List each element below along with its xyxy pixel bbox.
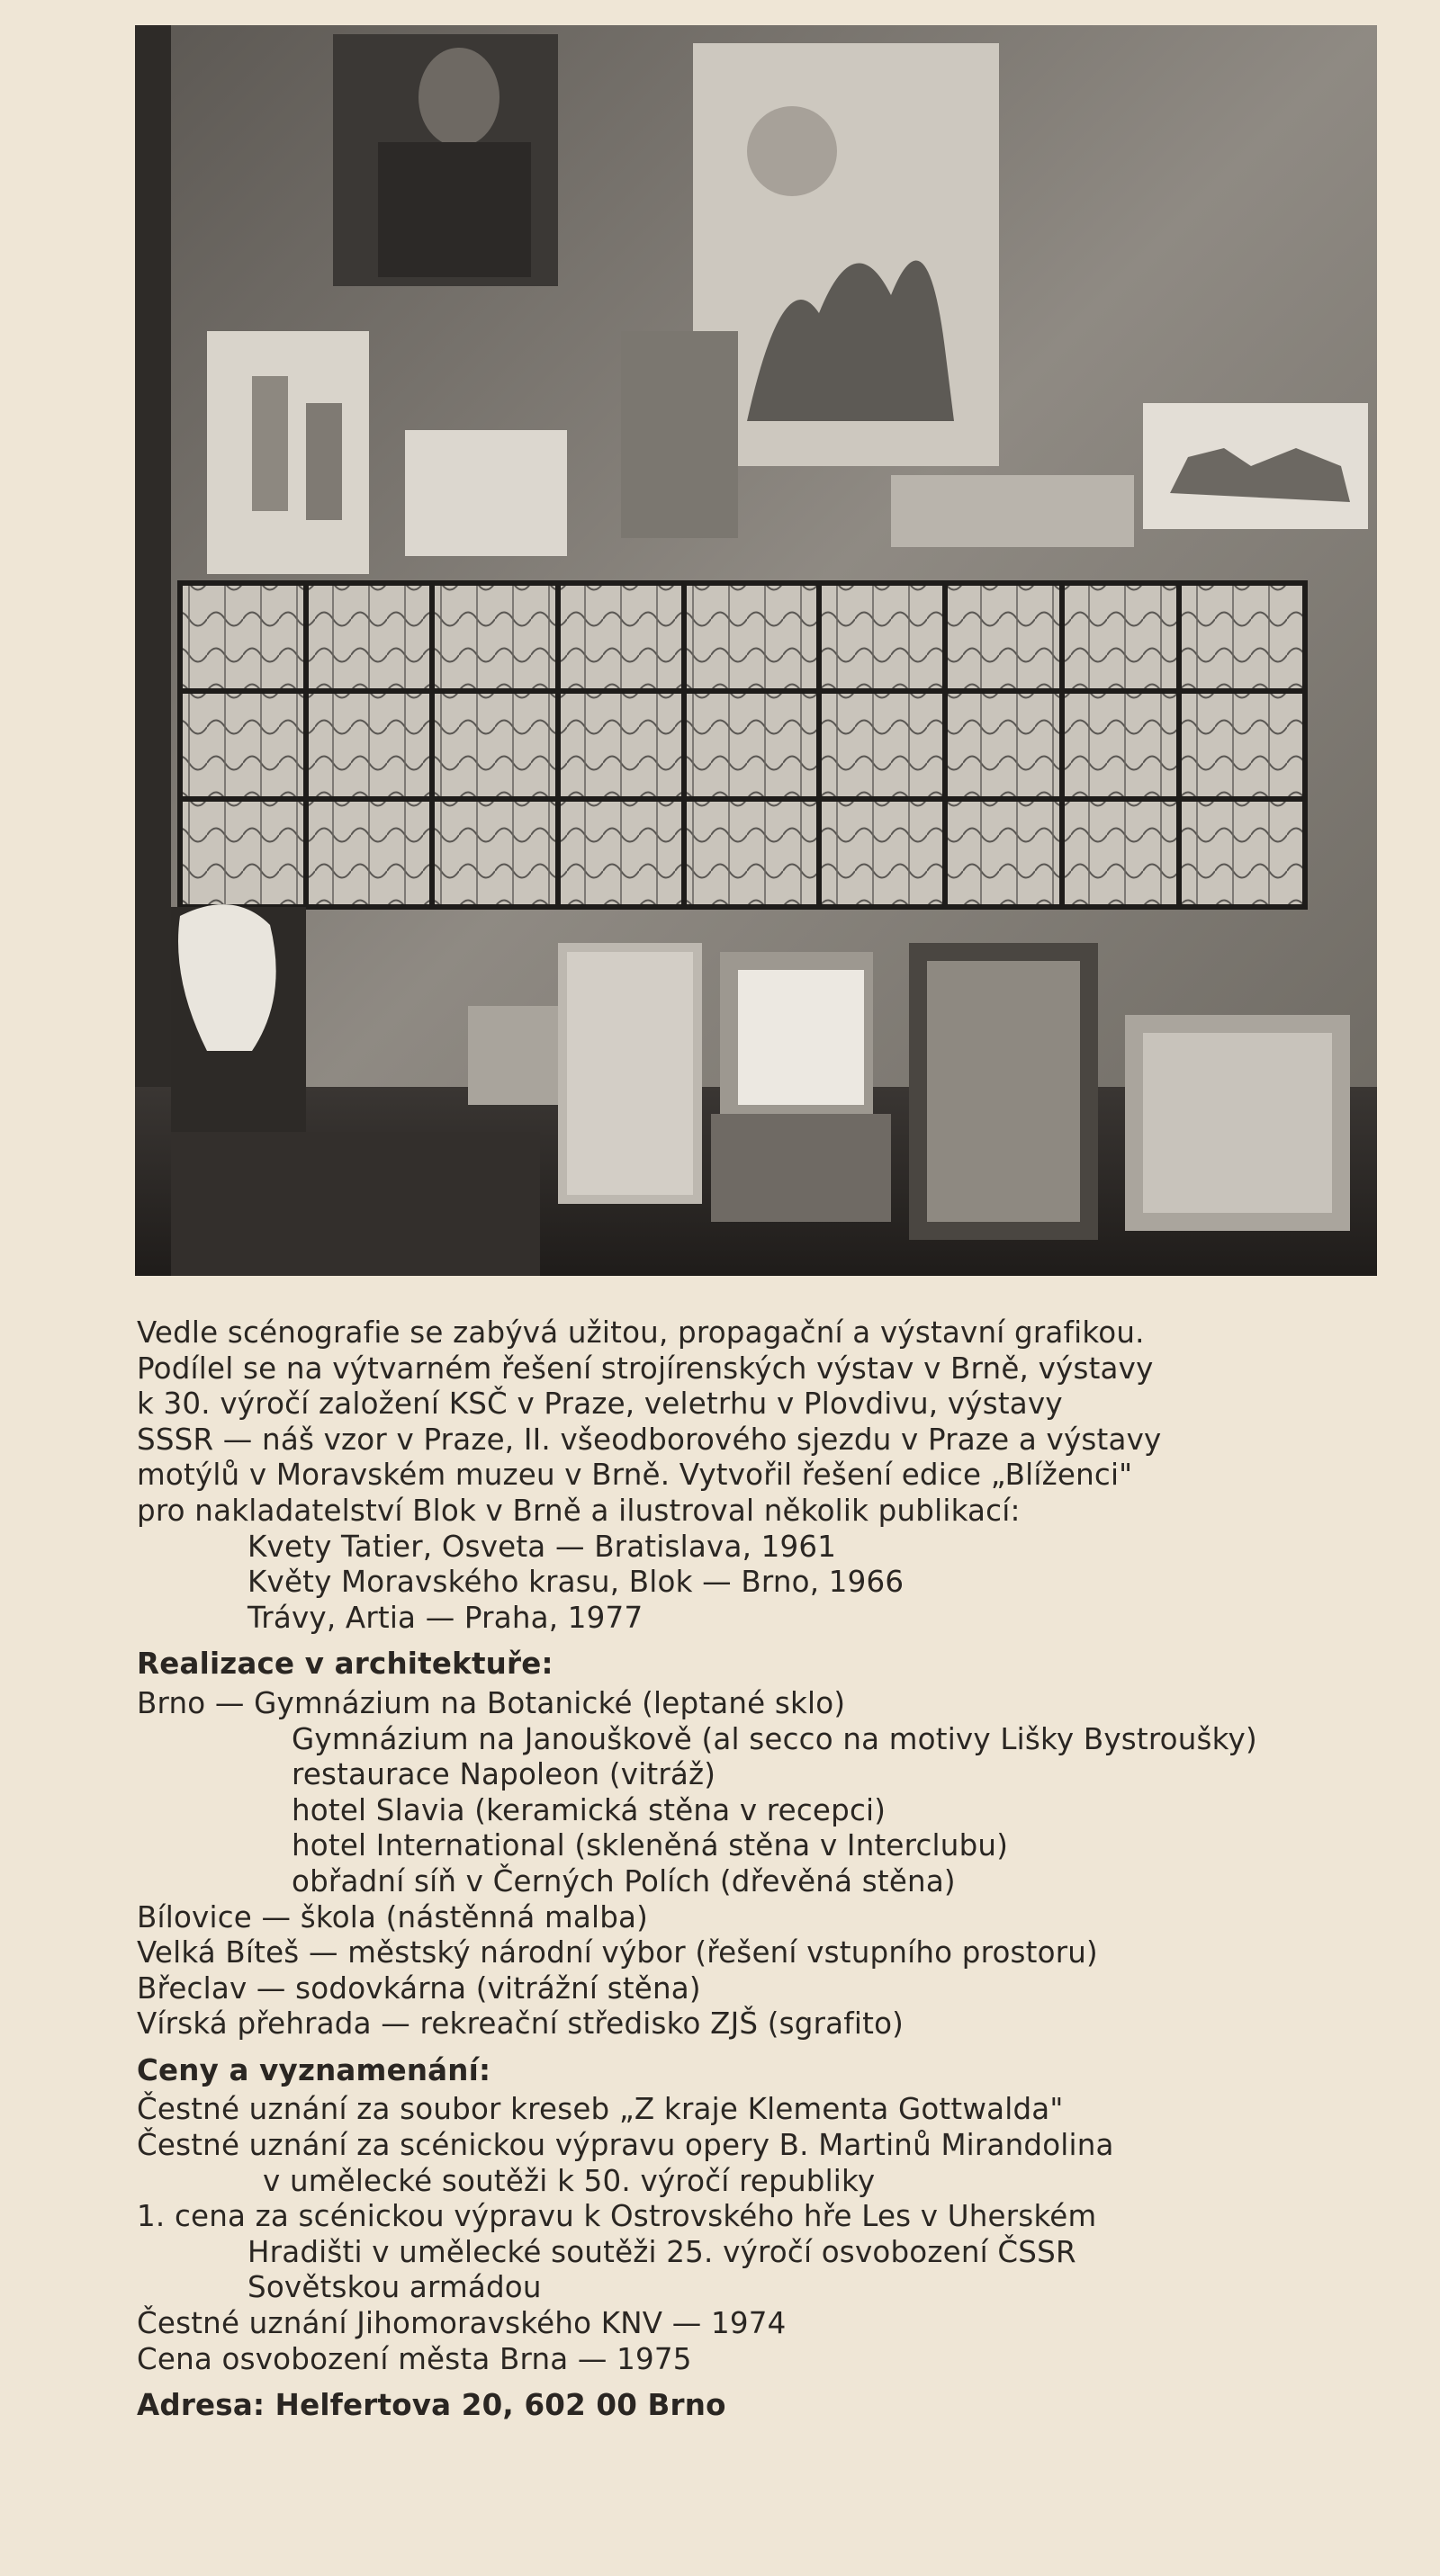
- realizace-item: obřadní síň v Černých Polích (dřevěná stěna): [292, 1863, 956, 1898]
- award-item-cont: v umělecké soutěži k 50. výročí republiky: [263, 2163, 876, 2198]
- intro-line: k 30. výročí založení KSČ v Praze, veletrhu v Plovdivu, výstavy: [137, 1387, 1063, 1422]
- realizace-item: Gymnázium na Janouškově (al secco na motivy Lišky Bystroušky): [292, 1721, 1257, 1756]
- realizace-item: hotel International (skleněná stěna v Interclubu): [292, 1828, 1009, 1863]
- intro-line: pro nakladatelství Blok v Brně a ilustroval několik publikací:: [137, 1493, 1021, 1528]
- address-line: Adresa: Helfertova 20, 602 00 Brno: [137, 2388, 726, 2423]
- publication-item: Květy Moravského krasu, Blok — Brno, 1966: [248, 1565, 904, 1600]
- realizace-item: restaurace Napoleon (vitráž): [292, 1757, 716, 1792]
- award-item: 1. cena za scénickou výpravu k Ostrovského hře Les v Uherském: [137, 2199, 1097, 2234]
- intro-line: motýlů v Moravském muzeu v Brně. Vytvořil řešení edice „Blíženci": [137, 1458, 1133, 1493]
- article-text: [137, 1315, 1415, 2424]
- award-item: Čestné uznání Jihomoravského KNV — 1974: [137, 2306, 787, 2341]
- publication-item: Trávy, Artia — Praha, 1977: [248, 1600, 644, 1635]
- award-item-cont: Sovětskou armádou: [248, 2270, 542, 2305]
- realizace-item: Velká Bíteš — městský národní výbor (řešení vstupního prostoru): [137, 1935, 1098, 1970]
- publication-item: Kvety Tatier, Osveta — Bratislava, 1961: [248, 1529, 837, 1564]
- intro-line: SSSR — náš vzor v Praze, II. všeodborového sjezdu v Praze a výstavy: [137, 1422, 1162, 1457]
- realizace-heading: Realizace v architektuře:: [137, 1647, 554, 1682]
- award-item: Čestné uznání za soubor kreseb „Z kraje Klementa Gottwalda": [137, 2092, 1064, 2127]
- award-item: Cena osvobození města Brna — 1975: [137, 2341, 692, 2376]
- realizace-item: Vírská přehrada — rekreační středisko ZJŠ (sgrafito): [137, 2006, 904, 2042]
- realizace-item: Bílovice — škola (nástěnná malba): [137, 1899, 649, 1934]
- award-item: Čestné uznání za scénickou výpravu opery B. Martinů Mirandolina: [137, 2128, 1114, 2163]
- realizace-item: Břeclav — sodovkárna (vitrážní stěna): [137, 1970, 701, 2006]
- intro-line: Podílel se na výtvarném řešení strojírenských výstav v Brně, výstavy: [137, 1351, 1154, 1386]
- ceny-heading: Ceny a vyznamenání:: [137, 2052, 491, 2087]
- realizace-item: Brno — Gymnázium na Botanické (leptané sklo): [137, 1685, 846, 1720]
- award-item-cont: Hradišti v umělecké soutěži 25. výročí osvobození ČSSR: [248, 2234, 1076, 2269]
- studio-photograph: [135, 25, 1377, 1276]
- realizace-item: hotel Slavia (keramická stěna v recepci): [292, 1792, 886, 1827]
- intro-line: Vedle scénografie se zabývá užitou, propagační a výstavní grafikou.: [137, 1315, 1145, 1350]
